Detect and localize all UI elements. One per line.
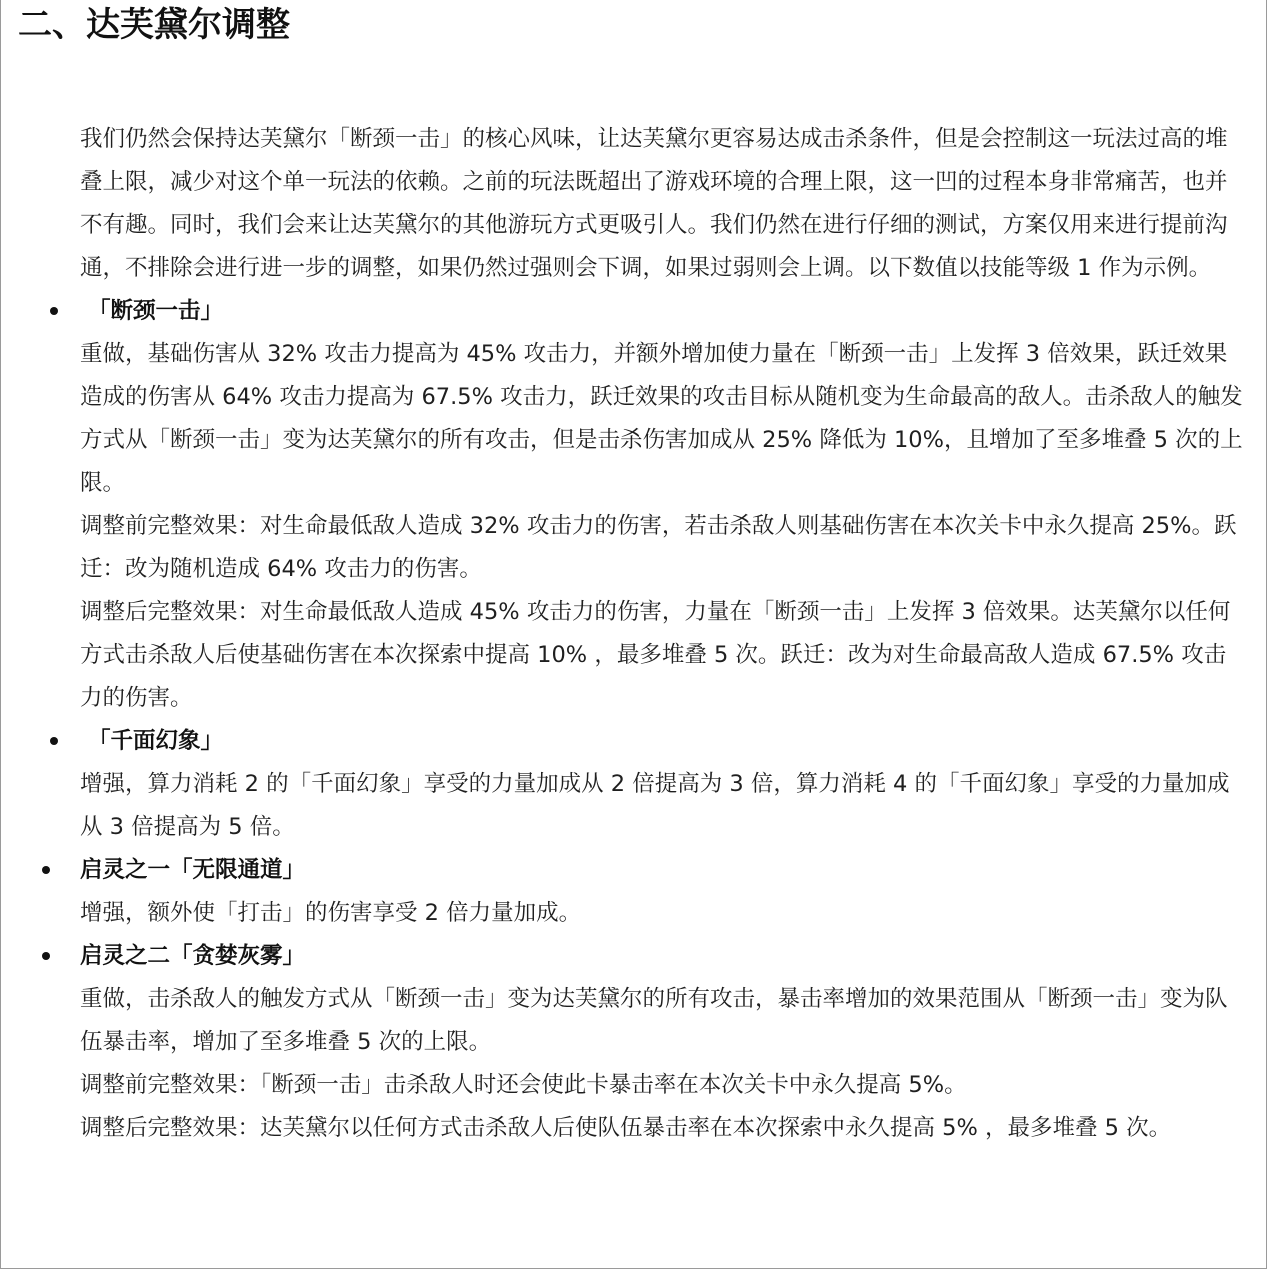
section-desc-tanlan: 重做，击杀敌人的触发方式从「断颈一击」变为达芙黛尔的所有攻击，暴击率增加的效果范围从「断颈一击」变为队伍暴击率，增加了至多堆叠 5 次的上限。 — [80, 986, 1228, 1055]
section-heading-text: 启灵之二「贪婪灰雾」 — [80, 943, 306, 969]
bullet-dot — [50, 307, 58, 315]
section-heading-duanjing — [88, 290, 1246, 333]
bullet-dot — [50, 737, 58, 745]
section-after-duanjing: 调整后完整效果：对生命最低敌人造成 45% 攻击力的伤害，力量在「断颈一击」上发挥 3 倍效果。达芙黛尔以任何方式击杀敌人后使基础伤害在本次探索中提高 10% ，最多堆叠 5 次。跃迁：改为对生命最高敌人造成 67.5% 攻击力的伤害。 — [80, 599, 1231, 711]
section-heading-text: 「断颈一击」 — [88, 298, 224, 324]
section-before-duanjing: 调整前完整效果：对生命最低敌人造成 32% 攻击力的伤害，若击杀敌人则基础伤害在本次关卡中永久提高 25%。跃迁：改为随机造成 64% 攻击力的伤害。 — [80, 513, 1237, 582]
section-after-tanlan: 调整后完整效果：达芙黛尔以任何方式击杀敌人后使队伍暴击率在本次探索中永久提高 5% ，最多堆叠 5 次。 — [80, 1115, 1172, 1141]
section-heading-tanlan — [80, 935, 1246, 978]
intro-paragraph: 我们仍然会保持达芙黛尔「断颈一击」的核心风味，让达芙黛尔更容易达成击杀条件，但是会控制这一玩法过高的堆叠上限，减少对这个单一玩法的依赖。之前的玩法既超出了游戏环境的合理上限，这一凹的过程本身非常痛苦，也并不有趣。同时，我们会来让达芙黛尔的其他游玩方式更吸引人。我们仍然在进行仔细的测试，方案仅用来进行提前沟通，不排除会进行进一步的调整，如果仍然过强则会下调，如果过弱则会上调。以下数值以技能等级 1 作为示例。 — [80, 126, 1228, 281]
document-body — [80, 118, 1246, 1150]
section-desc-duanjing: 重做，基础伤害从 32% 攻击力提高为 45% 攻击力，并额外增加使力量在「断颈一击」上发挥 3 倍效果，跃迁效果造成的伤害从 64% 攻击力提高为 67.5% 攻击力，跃迁效果的攻击目标从随机变为生命最高的敌人。击杀敌人的触发方式从「断颈一击」变为达芙黛尔的所有攻击，但是击杀伤害加成从 25% 降低为 10%，且增加了至多堆叠 5 次的上限。 — [80, 341, 1243, 496]
section-heading-text: 「千面幻象」 — [88, 728, 224, 754]
page-title: 二、达芙黛尔调整 — [18, 5, 290, 45]
section-before-tanlan: 调整前完整效果：「断颈一击」击杀敌人时还会使此卡暴击率在本次关卡中永久提高 5%。 — [80, 1072, 967, 1098]
section-heading-qianmian — [88, 720, 1246, 763]
section-desc-wuxian: 增强，额外使「打击」的伤害享受 2 倍力量加成。 — [80, 900, 582, 926]
section-heading-wuxian — [80, 849, 1246, 892]
bullet-dot — [42, 952, 50, 960]
section-desc-qianmian: 增强，算力消耗 2 的「千面幻象」享受的力量加成从 2 倍提高为 3 倍，算力消耗 4 的「千面幻象」享受的力量加成从 3 倍提高为 5 倍。 — [80, 771, 1230, 840]
bullet-dot — [42, 866, 50, 874]
section-heading-text: 启灵之一「无限通道」 — [80, 857, 306, 883]
